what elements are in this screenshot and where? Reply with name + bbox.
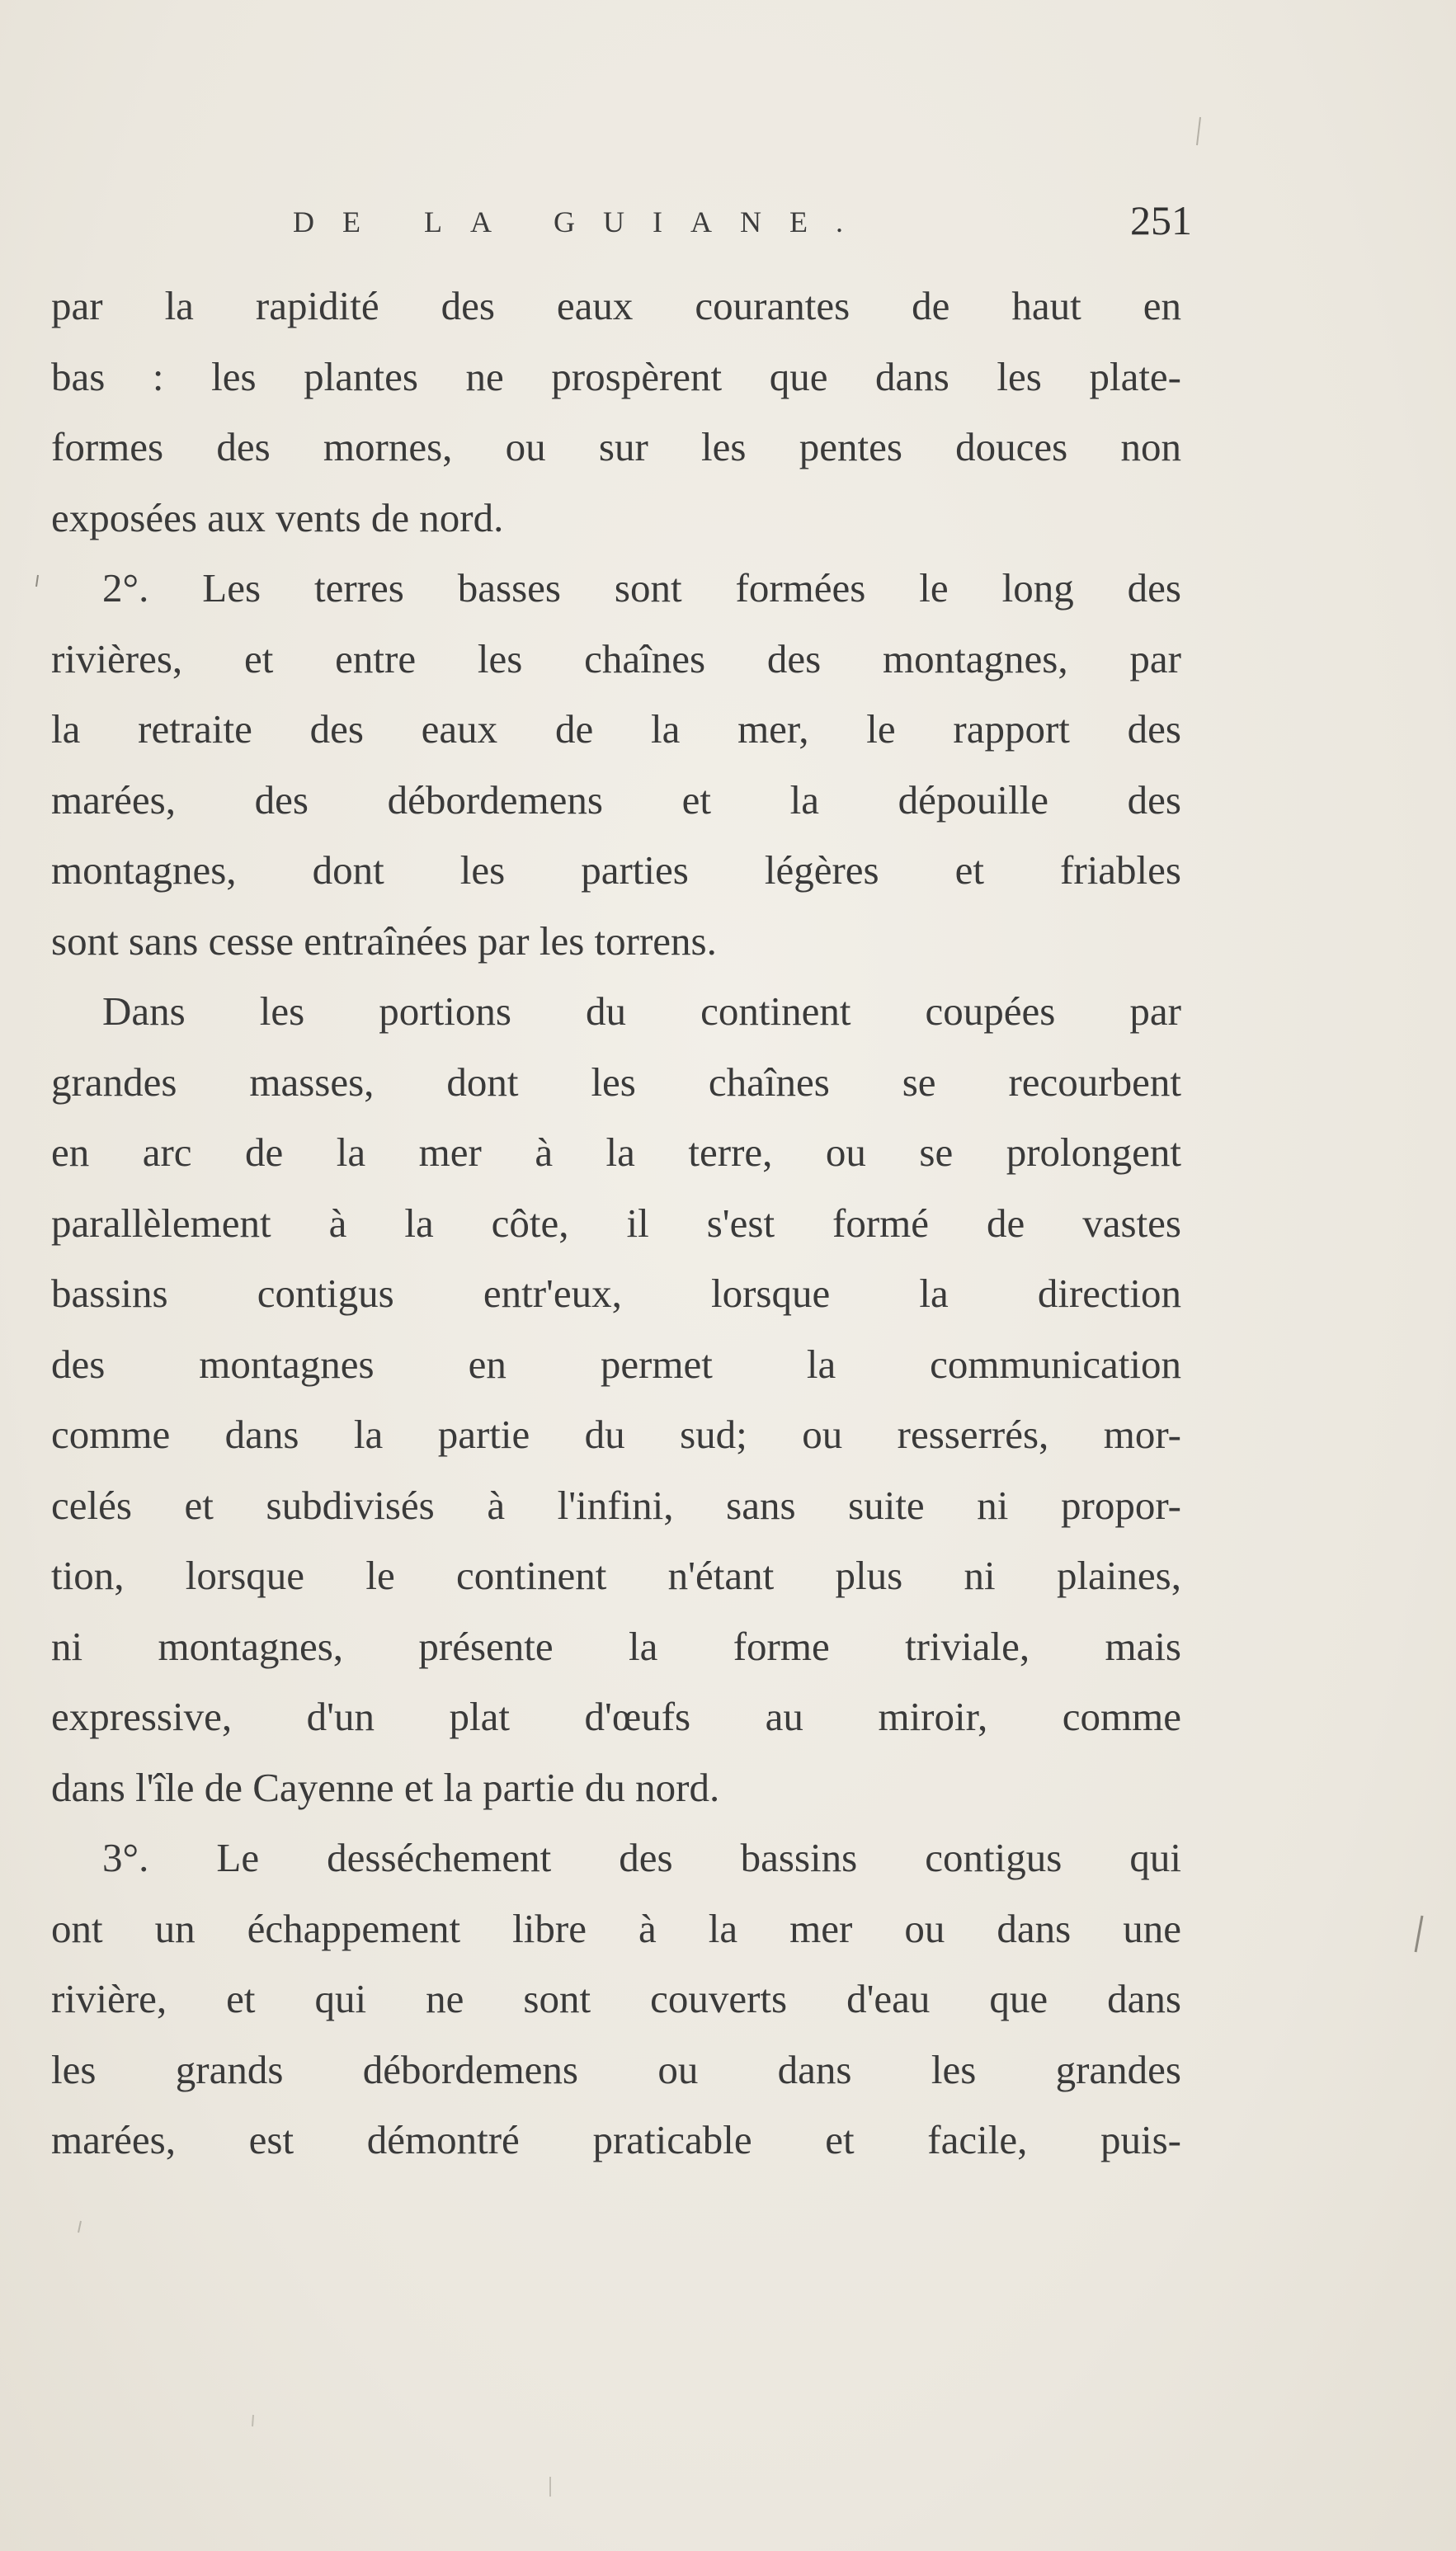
text-line: expressive, d'un plat d'œufs au miroir, comme xyxy=(51,1694,1181,1739)
text-line: Dans les portions du continent coupées par xyxy=(102,988,1181,1034)
text-line: ont un échappement libre à la mer ou dans une xyxy=(51,1905,1181,1951)
text-line: montagnes, dont les parties légères et friables xyxy=(51,847,1181,893)
text-line: des montagnes en permet la communication xyxy=(51,1341,1181,1387)
text-line: marées, est démontré praticable et facile, puis- xyxy=(51,2117,1181,2162)
paper-speck xyxy=(1411,1914,1427,1955)
text-line: tion, lorsque le continent n'étant plus ni plaines, xyxy=(51,1553,1181,1598)
text-line: sont sans cesse entraînées par les torrens. xyxy=(51,917,717,964)
paper-speck xyxy=(544,2475,556,2500)
text-line: marées, des débordemens et la dépouille des xyxy=(51,776,1181,823)
text-line: rivières, et entre les chaînes des montagnes, par xyxy=(51,635,1181,681)
text-line: bas : les plantes ne prospèrent que dans les plate- xyxy=(51,353,1181,399)
text-line: les grands débordemens ou dans les grandes xyxy=(51,2046,1181,2092)
text-line: celés et subdivisés à l'infini, sans suite ni propor- xyxy=(51,1482,1181,1528)
paper-speck xyxy=(1192,116,1209,149)
text-line: en arc de la mer à la terre, ou se prolongent xyxy=(51,1129,1181,1175)
text-line: dans l'île de Cayenne et la partie du nord. xyxy=(51,1764,720,1810)
text-line: formes des mornes, ou sur les pentes douces non xyxy=(51,424,1181,469)
paper-speck xyxy=(33,573,43,590)
text-line: grandes masses, dont les chaînes se recourbent xyxy=(51,1059,1181,1105)
page-header xyxy=(293,196,1192,262)
text-line: rivière, et qui ne sont couverts d'eau que dans xyxy=(51,1976,1181,2021)
page-number: 251 xyxy=(1130,197,1192,243)
text-line: bassins contigus entr'eux, lorsque la direction xyxy=(51,1271,1181,1316)
text-line: comme dans la partie du sud; ou resserrés, mor- xyxy=(51,1412,1181,1457)
running-head: DE LA GUIANE. xyxy=(293,205,871,238)
text-line: 2°. Les terres basses sont formées le long des xyxy=(102,565,1181,611)
text-line: ni montagnes, présente la forme triviale, mais xyxy=(51,1623,1181,1669)
paper-speck xyxy=(74,2219,86,2236)
paper-speck xyxy=(247,2413,259,2430)
text-line: par la rapidité des eaux courantes de haut en xyxy=(51,283,1181,328)
body-text xyxy=(51,271,1181,2176)
text-line: exposées aux vents de nord. xyxy=(51,494,504,540)
text-line: la retraite des eaux de la mer, le rapport des xyxy=(51,706,1181,752)
text-line: 3°. Le desséchement des bassins contigus qui xyxy=(102,1835,1181,1880)
text-line: parallèlement à la côte, il s'est formé de vastes xyxy=(51,1200,1181,1246)
